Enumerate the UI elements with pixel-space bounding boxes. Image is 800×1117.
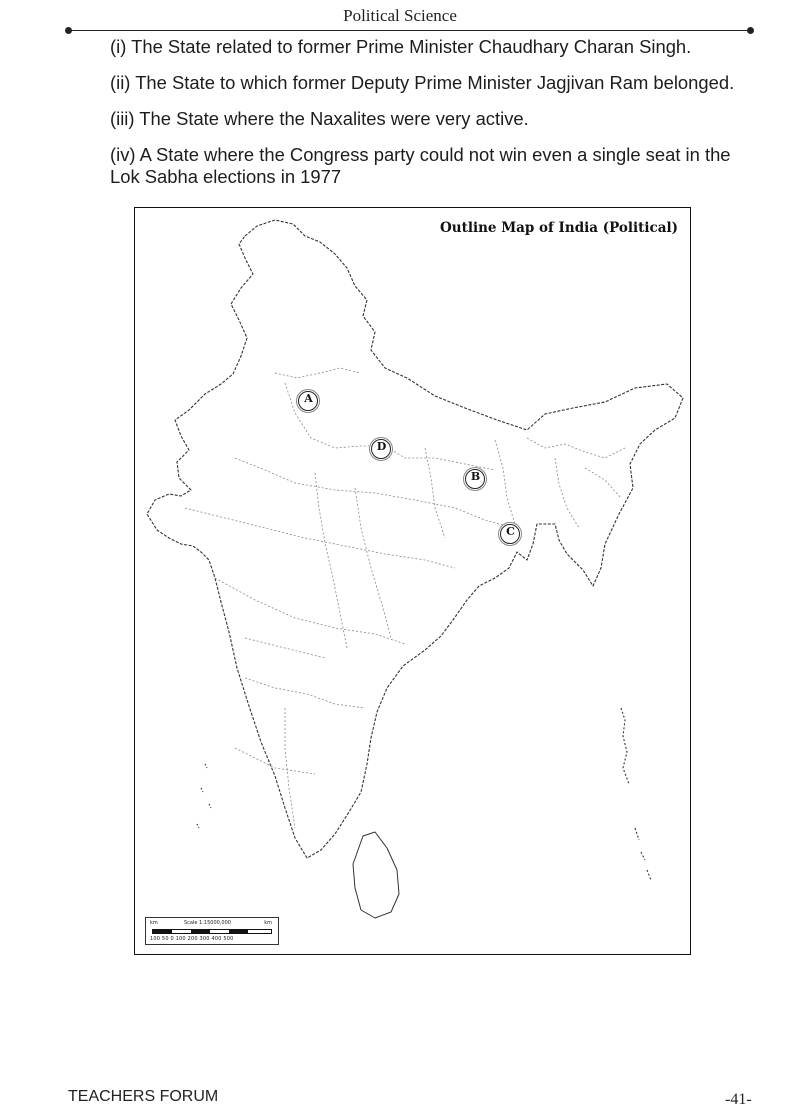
page-number: -41- (725, 1091, 752, 1108)
state-boundary (275, 368, 360, 378)
map-marker-a: A (298, 391, 320, 413)
map-marker-c: C (500, 524, 522, 546)
state-boundary (355, 488, 391, 638)
map-marker-b: B (465, 469, 487, 491)
lakshadweep-islands (197, 764, 211, 828)
question-item-i: (i) The State related to former Prime Minister Chaudhary Charan Singh. (110, 36, 692, 57)
map-scale-bar: km Scale 1:15000,000 km 100 50 0 100 200 300 400 500 (145, 917, 279, 945)
state-boundary (555, 458, 579, 528)
question-item-iii: (iii) The State where the Naxalites were very active. (110, 108, 529, 129)
state-boundary (215, 578, 405, 644)
state-boundary (585, 468, 621, 498)
map-title: Outline Map of India (Political) (440, 220, 678, 236)
andaman-islands (621, 708, 629, 784)
state-boundary (425, 448, 445, 538)
scale-track (152, 929, 272, 934)
state-boundary (185, 508, 455, 568)
running-header: Political Science (343, 6, 457, 25)
india-map-outline (135, 208, 689, 953)
header-rule-dot-right (747, 27, 754, 34)
header-rule (68, 30, 750, 31)
footer-publisher: TEACHERS FORUM (68, 1088, 219, 1105)
india-national-boundary (147, 220, 683, 858)
question-item-ii: (ii) The State to which former Deputy Prime Minister Jagjivan Ram belonged. (110, 72, 735, 93)
state-boundary (285, 708, 295, 828)
state-boundary (495, 440, 515, 524)
question-list (110, 36, 760, 202)
state-boundary (245, 638, 325, 658)
nicobar-islands (635, 828, 651, 880)
state-boundary (245, 678, 365, 708)
sri-lanka-outline (353, 832, 399, 918)
india-outline-map (134, 207, 691, 955)
state-boundary (315, 473, 347, 648)
state-boundary (527, 438, 625, 458)
state-boundary (235, 748, 315, 774)
question-item-iv: (iv) A State where the Congress party could not win even a single seat in the Lok Sabha elections in 1977 (110, 144, 731, 187)
map-marker-d: D (371, 439, 393, 461)
